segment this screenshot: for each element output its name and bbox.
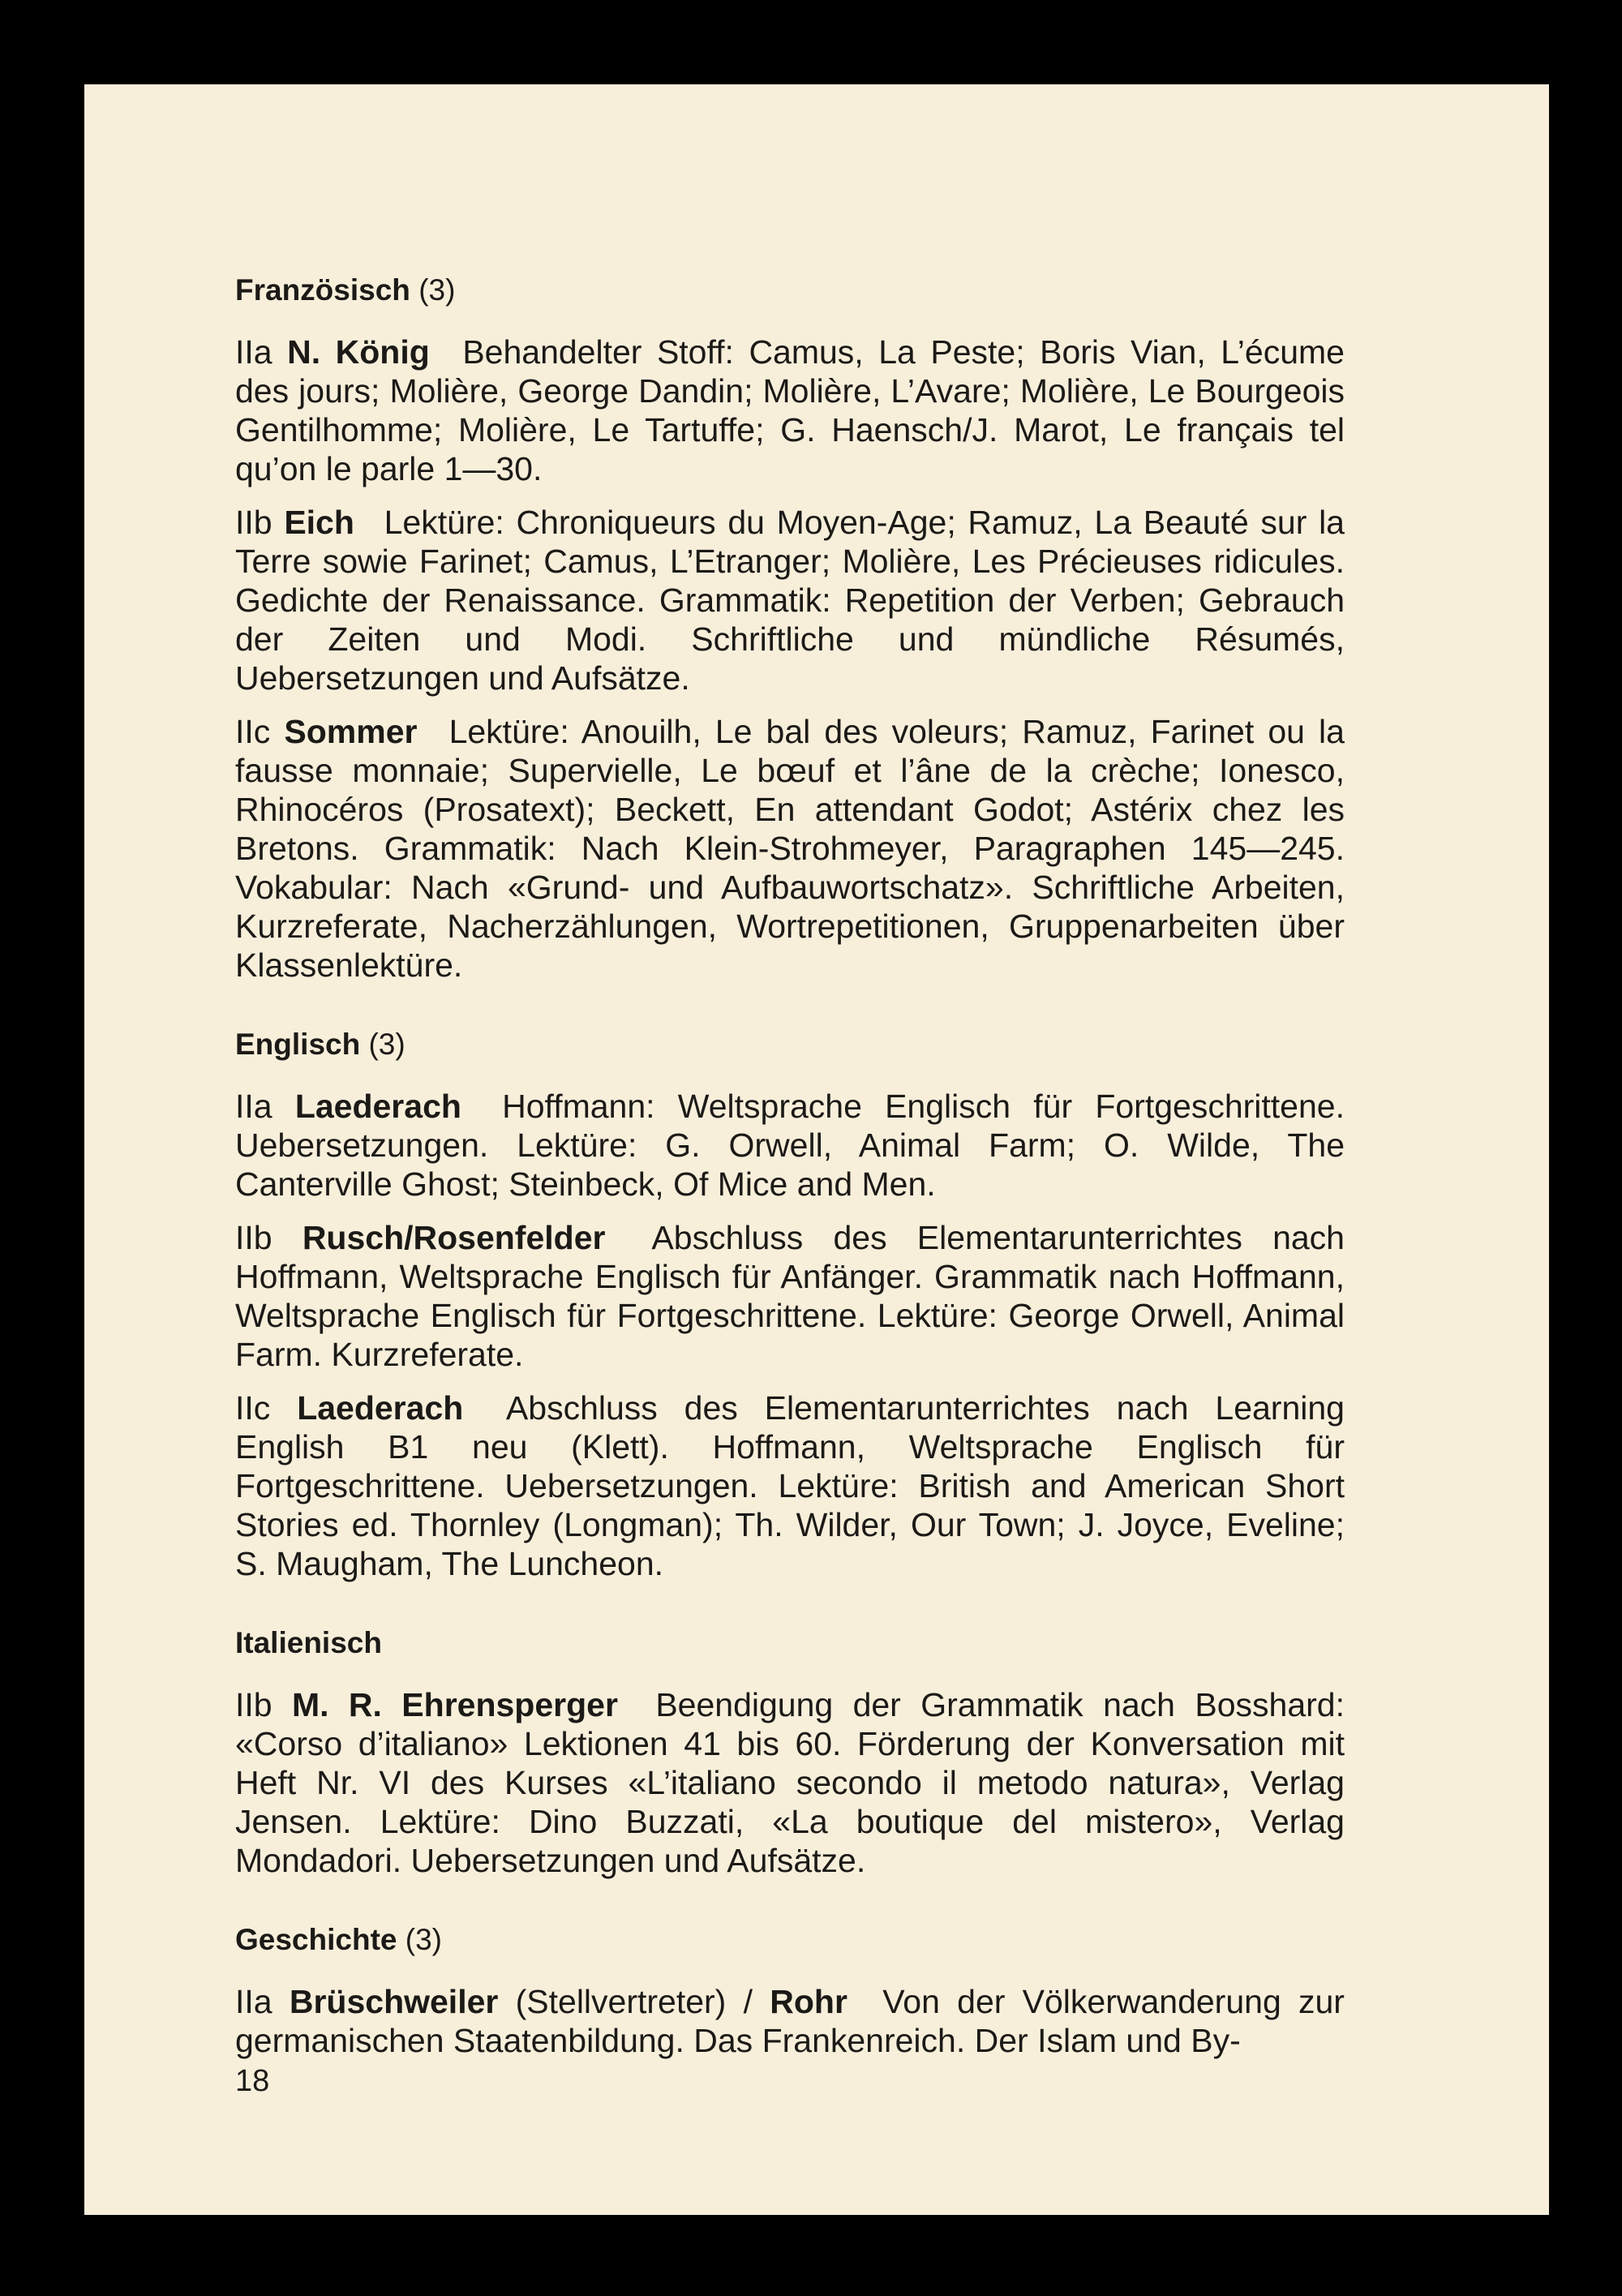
course-entry (235, 712, 1345, 985)
class-label: IIc (235, 1389, 271, 1427)
course-entry (235, 333, 1345, 488)
class-label: IIa (235, 1983, 272, 2020)
course-description: Von der Völkerwanderung zur germanischen Staatenbildung. Das Frankenreich. Der Islam und By- (235, 1983, 1345, 2059)
section-heading (235, 1920, 1345, 1959)
teacher-name: Eich (284, 504, 354, 541)
class-label: IIa (235, 1088, 272, 1125)
teacher-name: N. König (287, 333, 430, 371)
course-entry (235, 1982, 1345, 2060)
section-title: Geschichte (235, 1923, 397, 1956)
course-entry (235, 1218, 1345, 1374)
course-description: Lektüre: Anouilh, Le bal des voleurs; Ramuz, Farinet ou la fausse monnaie; Supervielle, Le bœuf et l’âne de la crèche; Ionesco, Rhinocéros (Prosatext); Beckett, En attendant Godot; Astérix chez les Bretons. Grammatik: Nach Klein-Strohmeyer, Paragraphen 145—245. Vokabular: Nach «Grund- und Aufbauwortschatz». Schriftliche Arbeiten, Kurzreferate, Nacherzählungen, Wortrepetitionen, Gruppenarbeiten über Klassenlektüre. (235, 713, 1345, 984)
teacher-name: Laederach (297, 1389, 464, 1427)
teacher-name: Laederach (294, 1088, 461, 1125)
section-geschichte (235, 1920, 1345, 2060)
section-title: Französisch (235, 273, 410, 307)
section-hours: (3) (405, 1923, 442, 1956)
class-label: IIc (235, 713, 271, 750)
section-italienisch (235, 1624, 1345, 1880)
section-hours: (3) (418, 273, 456, 307)
course-description: Abschluss des Elementarunterrichtes nach Learning English B1 neu (Klett). Hoffmann, Weltsprache Englisch für Fortgeschrittene. Uebersetzungen. Lektüre: British and American Short Stories ed. Thornley (Longman); Th. Wilder, Our Town; J. Joyce, Eveline; S. Maugham, The Luncheon. (235, 1389, 1345, 1582)
teacher-note: (Stellvertreter) / (515, 1983, 753, 2020)
section-hours: (3) (368, 1028, 406, 1061)
teacher-name: Rusch/Rosenfelder (302, 1219, 606, 1256)
section-title: Englisch (235, 1028, 361, 1061)
course-description: Hoffmann: Weltsprache Englisch für Fortgeschrittene. Uebersetzungen. Lektüre: G. Orwell, Animal Farm; O. Wilde, The Canterville Ghost; Steinbeck, Of Mice and Men. (235, 1088, 1345, 1203)
course-entry (235, 1087, 1345, 1204)
teacher-name: Brüschweiler (289, 1983, 499, 2020)
document-page (84, 84, 1549, 2215)
teacher-name: Sommer (284, 713, 418, 750)
section-heading (235, 1025, 1345, 1064)
section-franzoesisch (235, 271, 1345, 985)
teacher-name-second: Rohr (770, 1983, 847, 2020)
course-entry (235, 503, 1345, 697)
page-content (235, 271, 1345, 2060)
class-label: IIb (235, 1686, 272, 1723)
section-englisch (235, 1025, 1345, 1583)
class-label: IIb (235, 1219, 272, 1256)
course-entry (235, 1388, 1345, 1583)
section-heading (235, 1624, 1345, 1663)
course-description: Behandelter Stoff: Camus, La Peste; Boris Vian, L’écume des jours; Molière, George Dandin; Molière, L’Avare; Molière, Le Bourgeois Gentilhomme; Molière, Le Tartuffe; G. Haensch/J. Marot, Le français tel qu’on le parle 1—30. (235, 333, 1345, 487)
section-heading (235, 271, 1345, 310)
section-title: Italienisch (235, 1626, 382, 1659)
class-label: IIb (235, 504, 272, 541)
course-description: Abschluss des Elementarunterrichtes nach Hoffmann, Weltsprache Englisch für Anfänger. Grammatik nach Hoffmann, Weltsprache Englisch für Fortgeschrittene. Lektüre: George Orwell, Animal Farm. Kurzreferate. (235, 1219, 1345, 1373)
course-entry (235, 1685, 1345, 1880)
course-description: Lektüre: Chroniqueurs du Moyen-Age; Ramuz, La Beauté sur la Terre sowie Farinet; Camus, L’Etranger; Molière, Les Précieuses ridicules. Gedichte der Renaissance. Grammatik: Repetition der Verben; Gebrauch der Zeiten und Modi. Schriftliche und mündliche Résumés, Uebersetzungen und Aufsätze. (235, 504, 1345, 697)
class-label: IIa (235, 333, 272, 371)
course-description: Beendigung der Grammatik nach Bosshard: «Corso d’italiano» Lektionen 41 bis 60. Förderung der Konversation mit Heft Nr. VI des Kurses «L’italiano secondo il metodo natura», Verlag Jensen. Lektüre: Dino Buzzati, «La boutique del mistero», Verlag Mondadori. Uebersetzungen und Aufsätze. (235, 1686, 1345, 1879)
page-number: 18 (235, 2064, 270, 2098)
teacher-name: M. R. Ehrensperger (291, 1686, 618, 1723)
